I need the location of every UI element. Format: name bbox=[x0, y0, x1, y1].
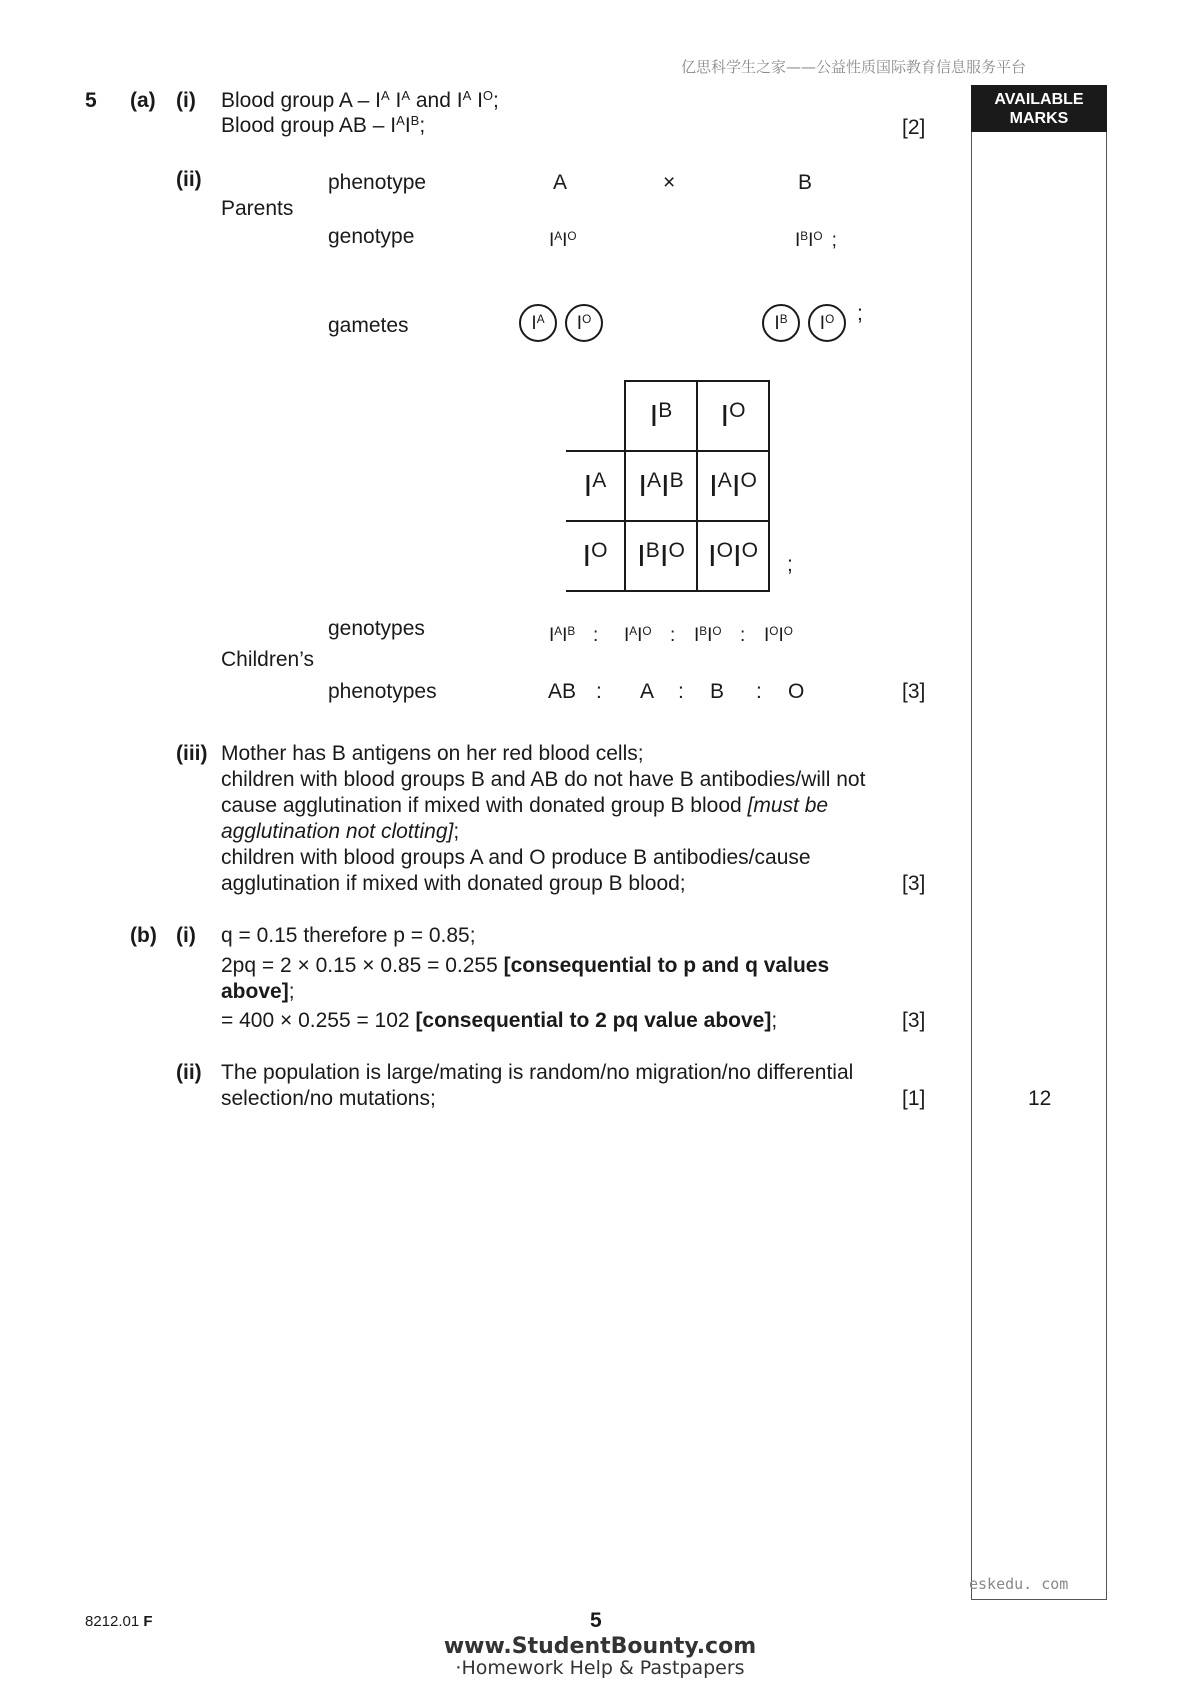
parent1-genotype bbox=[549, 230, 577, 252]
text: I bbox=[661, 468, 670, 503]
superscript: O bbox=[825, 312, 835, 326]
italic-note: [must be bbox=[747, 794, 829, 817]
footer-code bbox=[85, 1613, 153, 1630]
superscript: O bbox=[716, 538, 733, 562]
a-iii-line1: Mother has B antigens on her red blood cells; bbox=[221, 742, 644, 765]
page-number: 5 bbox=[590, 1609, 602, 1632]
superscript: O bbox=[769, 624, 779, 638]
text: I bbox=[659, 538, 669, 573]
b-i-line3 bbox=[221, 980, 295, 1004]
superscript: A bbox=[396, 112, 405, 128]
marks-heading-line1: AVAILABLE bbox=[994, 91, 1084, 108]
genotype-label: genotype bbox=[328, 225, 415, 248]
logo-line1: www.StudentBounty.com bbox=[443, 1634, 757, 1659]
ratio-separator: : bbox=[593, 625, 599, 646]
child-phenotype: AB bbox=[548, 680, 577, 703]
punnett-square bbox=[566, 380, 770, 592]
child-genotype: $I^AI^B$ bbox=[549, 624, 576, 646]
parent2-phenotype: B bbox=[798, 171, 813, 194]
ratio-separator: : bbox=[596, 680, 602, 703]
b-ii-line1: The population is large/mating is random/no migration/no differential bbox=[221, 1061, 854, 1084]
superscript: A bbox=[646, 468, 661, 492]
child-genotype: $I^AI^O$ bbox=[624, 624, 652, 646]
a-iii-line6: agglutination if mixed with donated group B blood; bbox=[221, 872, 686, 895]
ratio-separator: : bbox=[670, 625, 676, 646]
part-b-label: (b) bbox=[130, 924, 157, 947]
text: I bbox=[707, 538, 717, 573]
ratio-separator: : bbox=[678, 680, 684, 703]
marks-footer-watermark: eskedu. com bbox=[969, 1575, 1069, 1593]
superscript: B bbox=[800, 229, 809, 243]
superscript: A bbox=[629, 624, 638, 638]
text: and I bbox=[410, 89, 463, 112]
punnett-cell bbox=[697, 451, 769, 521]
part-a-label: (a) bbox=[130, 89, 156, 112]
text: ; bbox=[453, 820, 460, 843]
parent1-phenotype: A bbox=[553, 171, 568, 194]
superscript: B bbox=[669, 468, 684, 492]
text: cause agglutination if mixed with donated group B blood bbox=[221, 794, 748, 817]
punnett-corner bbox=[566, 381, 625, 451]
part-b-i-label: (i) bbox=[176, 924, 196, 947]
b-i-line1: q = 0.15 therefore p = 0.85; bbox=[221, 924, 476, 947]
marks-column-heading bbox=[971, 85, 1107, 132]
child-phenotype: B bbox=[710, 680, 725, 703]
superscript: A bbox=[401, 87, 411, 103]
superscript: A bbox=[717, 468, 732, 492]
superscript: A bbox=[536, 312, 545, 326]
b-ii-mark: [1] bbox=[902, 1087, 926, 1110]
marks-heading-line2: MARKS bbox=[1009, 110, 1069, 127]
childrens-label: Children’s bbox=[221, 648, 314, 671]
text: I bbox=[720, 398, 730, 433]
superscript: O bbox=[712, 624, 722, 638]
child-phenotype: O bbox=[788, 680, 805, 703]
text: Blood group AB – I bbox=[221, 114, 397, 137]
a-i-line2 bbox=[221, 114, 425, 138]
part-a-i-label: (i) bbox=[176, 89, 196, 112]
superscript: O bbox=[813, 229, 823, 243]
phenotypes-label: phenotypes bbox=[328, 680, 437, 703]
superscript: B bbox=[410, 112, 420, 128]
superscript: B bbox=[699, 624, 708, 638]
genotypes-label: genotypes bbox=[328, 617, 425, 640]
a-iii-line4 bbox=[221, 820, 459, 844]
text: ; bbox=[831, 230, 837, 251]
superscript: O bbox=[740, 468, 757, 492]
marks-column bbox=[971, 85, 1107, 1600]
italic-note: agglutination not clotting] bbox=[221, 820, 454, 843]
bold-note: above] bbox=[221, 980, 289, 1003]
superscript: A bbox=[462, 87, 472, 103]
superscript: O bbox=[668, 538, 685, 562]
b-i-line4 bbox=[221, 1009, 777, 1033]
text: ; bbox=[771, 1009, 778, 1032]
superscript: O bbox=[729, 398, 746, 422]
text: 8212.01 bbox=[85, 1613, 140, 1630]
superscript: O bbox=[741, 538, 759, 562]
superscript: B bbox=[567, 624, 576, 638]
superscript: B bbox=[779, 312, 788, 326]
punnett-cell bbox=[697, 521, 769, 591]
text: I bbox=[638, 468, 647, 503]
superscript: O bbox=[582, 312, 592, 326]
logo-line2: ·Homework Help & Pastpapers bbox=[455, 1657, 745, 1679]
parents-label: Parents bbox=[221, 197, 294, 220]
ratio-separator: : bbox=[740, 625, 746, 646]
punnett-col-header bbox=[625, 381, 697, 451]
bold-note: [consequential to p and q values bbox=[503, 954, 830, 977]
child-genotype: $I^BI^O$ bbox=[694, 624, 722, 646]
bold-note: [consequential to 2 pq value above] bbox=[415, 1009, 772, 1032]
part-b-ii-label: (ii) bbox=[176, 1061, 202, 1084]
superscript: B bbox=[658, 398, 673, 422]
text: I bbox=[389, 89, 402, 112]
superscript: B bbox=[645, 538, 660, 562]
a-iii-line2: children with blood groups B and AB do not have B antibodies/will not bbox=[221, 768, 866, 791]
superscript: O bbox=[482, 87, 494, 103]
gamete-circle: $I^O$ bbox=[808, 304, 846, 342]
child-phenotype: A bbox=[640, 680, 655, 703]
text: Blood group A – I bbox=[221, 89, 381, 112]
punnett-cell bbox=[625, 521, 697, 591]
text: I bbox=[582, 538, 592, 573]
punnett-row-header bbox=[566, 521, 625, 591]
text: ; bbox=[419, 114, 426, 137]
marks-total: 12 bbox=[1028, 1087, 1052, 1110]
text: I bbox=[709, 468, 718, 503]
text: F bbox=[143, 1613, 153, 1630]
question-number: 5 bbox=[85, 89, 97, 112]
superscript: A bbox=[554, 624, 563, 638]
a-i-mark: [2] bbox=[902, 116, 926, 139]
ratio-separator: : bbox=[756, 680, 762, 703]
a-i-line1 bbox=[221, 89, 499, 113]
punnett-semicolon: ; bbox=[787, 553, 793, 576]
punnett-col-header bbox=[697, 381, 769, 451]
text: I bbox=[583, 468, 593, 503]
text: ; bbox=[493, 89, 499, 112]
a-iii-line3 bbox=[221, 794, 828, 818]
text: I bbox=[731, 468, 741, 503]
parent2-genotype bbox=[795, 230, 837, 252]
superscript: O bbox=[567, 229, 577, 243]
text: = 400 × 0.255 = 102 bbox=[221, 1009, 416, 1032]
text: I bbox=[562, 230, 568, 251]
gametes-label: gametes bbox=[328, 314, 409, 337]
punnett-row-header bbox=[566, 451, 625, 521]
header-watermark: 亿思科学生之家——公益性质国际教育信息服务平台 bbox=[681, 58, 1027, 76]
b-i-mark: [3] bbox=[902, 1009, 926, 1032]
superscript: O bbox=[642, 624, 652, 638]
b-ii-line2: selection/no mutations; bbox=[221, 1087, 436, 1110]
text: I bbox=[637, 538, 646, 573]
gamete-circle: $I^O$ bbox=[565, 304, 603, 342]
text: I bbox=[549, 230, 555, 251]
child-genotype: $I^OI^O$ bbox=[764, 624, 793, 646]
phenotype-label: phenotype bbox=[328, 171, 427, 194]
gamete-circle: $I^B$ bbox=[762, 304, 800, 342]
superscript: A bbox=[380, 87, 390, 103]
a-iii-mark: [3] bbox=[902, 872, 926, 895]
cross-symbol: × bbox=[663, 171, 676, 194]
studentbounty-logo bbox=[440, 1636, 760, 1678]
a-ii-mark: [3] bbox=[902, 680, 926, 703]
b-i-line2 bbox=[221, 954, 829, 978]
part-a-iii-label: (iii) bbox=[176, 742, 208, 765]
superscript: O bbox=[783, 624, 793, 638]
superscript: A bbox=[554, 229, 563, 243]
gamete-circle: $I^A$ bbox=[519, 304, 557, 342]
gametes-semicolon: ; bbox=[857, 302, 863, 325]
text: I bbox=[649, 398, 659, 433]
superscript: A bbox=[592, 468, 607, 492]
text: I bbox=[808, 230, 814, 251]
text: ; bbox=[288, 980, 295, 1003]
part-a-ii-label: (ii) bbox=[176, 168, 202, 191]
superscript: O bbox=[591, 538, 608, 562]
a-iii-line5: children with blood groups A and O produce B antibodies/cause bbox=[221, 846, 811, 869]
punnett-cell bbox=[625, 451, 697, 521]
text: I bbox=[404, 114, 411, 137]
text: I bbox=[471, 89, 483, 112]
text: I bbox=[795, 230, 801, 251]
text: I bbox=[733, 538, 742, 573]
text: 2pq = 2 × 0.15 × 0.85 = 0.255 bbox=[221, 954, 504, 977]
